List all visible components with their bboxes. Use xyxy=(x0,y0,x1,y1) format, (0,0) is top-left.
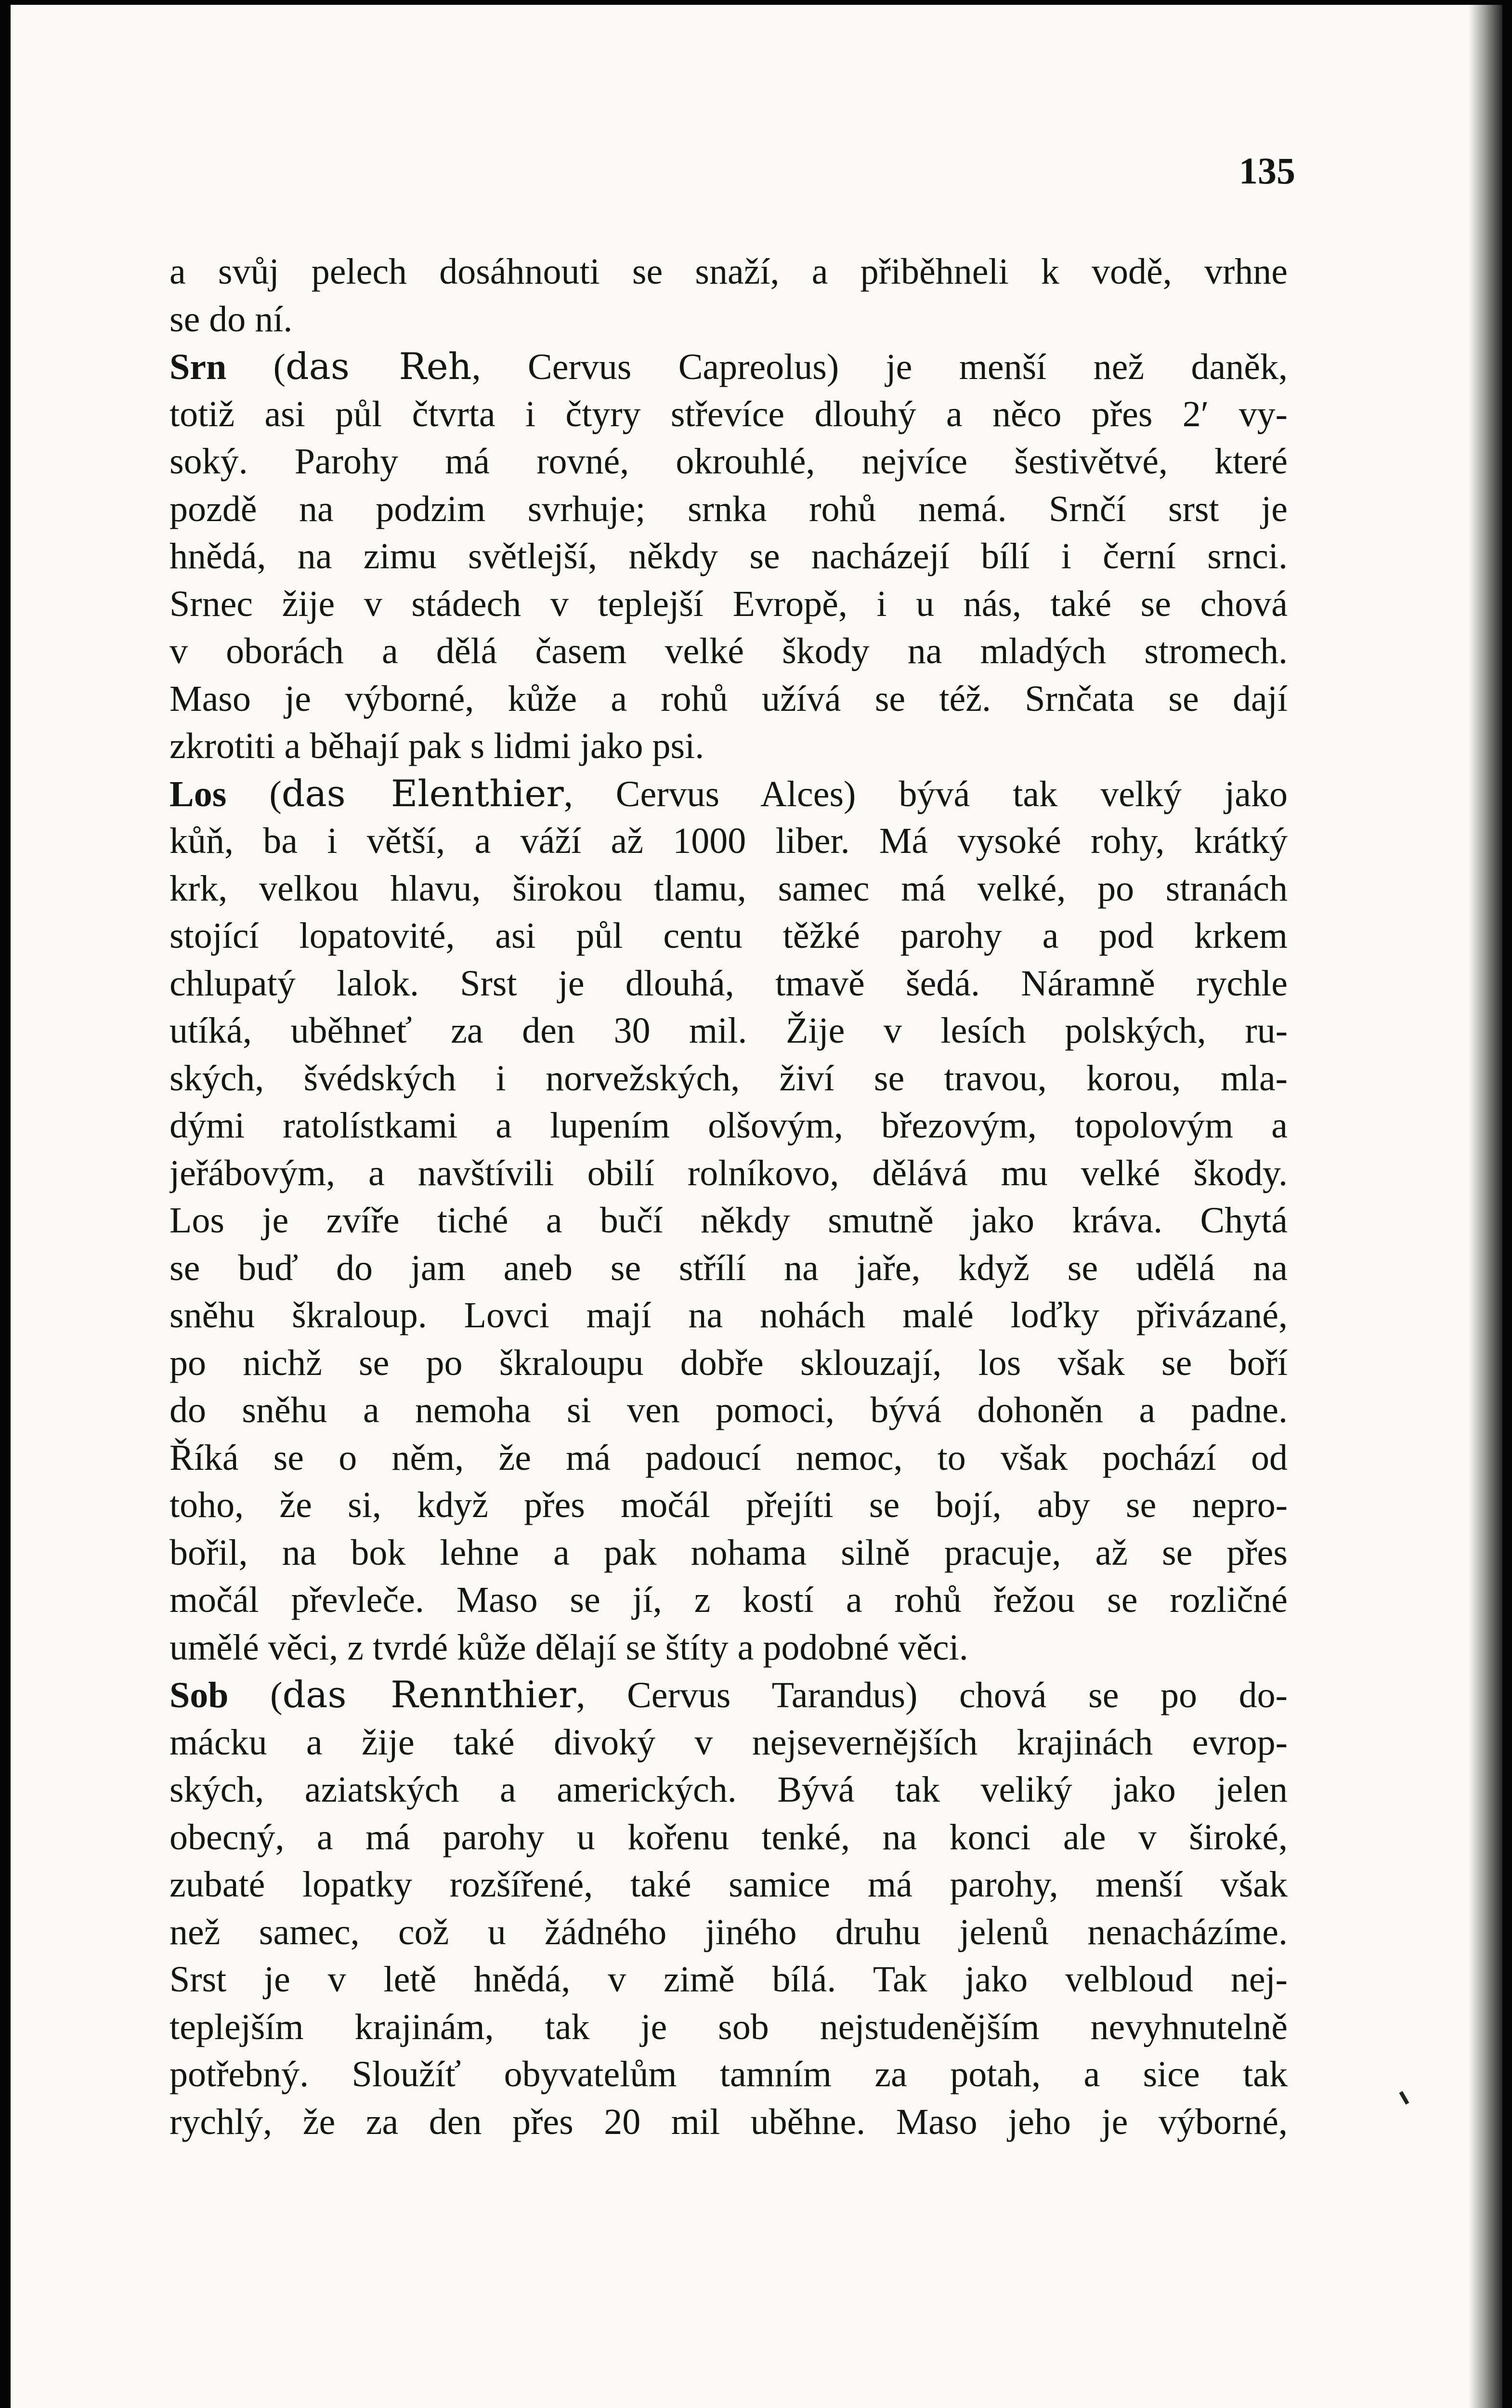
text-line: se do ní. xyxy=(169,299,293,340)
text-line: toho, že si, když přes močál přejíti se bojí, aby se nepro- xyxy=(169,1485,1288,1525)
text-line: mácku a žije také divoký v nejsevernějších krajinách evrop- xyxy=(169,1722,1288,1763)
text-segment: , Cervus Capreolus) je menší než daněk, xyxy=(471,347,1288,387)
entry-term: Los xyxy=(169,773,227,814)
text-line: se buď do jam aneb se střílí na jaře, když se udělá na xyxy=(169,1247,1288,1288)
book-page xyxy=(11,5,1502,2408)
german-name: das Elenthier xyxy=(281,772,564,815)
text-segment: , Cervus Alces) bývá tak velký jako xyxy=(563,773,1288,814)
text-segment: ( xyxy=(226,773,282,814)
text-line: Říká se o něm, že má padoucí nemoc, to však pochází od xyxy=(169,1437,1288,1478)
text-line: obecný, a má parohy u kořenu tenké, na konci ale v široké, xyxy=(169,1817,1288,1858)
text-line: kůň, ba i větší, a váží až 1000 liber. Má vysoké rohy, krátký xyxy=(169,821,1288,861)
text-segment: ( xyxy=(226,347,286,387)
text-segment: , Cervus Tarandus) chová se po do- xyxy=(576,1675,1288,1715)
text-line: utíká, uběhneť za den 30 mil. Žije v lesích polských, ru- xyxy=(169,1010,1288,1051)
text-line: chlupatý lalok. Srst je dlouhá, tmavě šedá. Náramně rychle xyxy=(169,963,1288,1004)
german-name: das Reh xyxy=(285,345,472,388)
text-line: potřebný. Sloužíť obyvatelům tamním za potah, a sice tak xyxy=(169,2054,1288,2094)
text-line: rychlý, že za den přes 20 mil uběhne. Maso jeho je výborné, xyxy=(169,2101,1288,2142)
text-line xyxy=(169,1671,1288,1719)
text-line: zkrotiti a běhají pak s lidmi jako psi. xyxy=(169,726,704,766)
text-line: stojící lopatovité, asi půl centu těžké parohy a pod krkem xyxy=(169,916,1288,956)
text-segment: ( xyxy=(228,1675,283,1715)
text-line: než samec, což u žádného jiného druhu jelenů nenacházíme. xyxy=(169,1911,1288,1952)
text-line: Maso je výborné, kůže a rohů užívá se též. Srnčata se dají xyxy=(169,678,1288,719)
text-line: do sněhu a nemoha si ven pomoci, bývá dohoněn a padne. xyxy=(169,1390,1288,1430)
text-line: krk, velkou hlavu, širokou tlamu, samec má velké, po stranách xyxy=(169,868,1288,909)
text-line: v oborách a dělá časem velké škody na mladých stromech. xyxy=(169,631,1288,671)
body-text xyxy=(169,248,1288,2146)
text-line: Srnec žije v stádech v teplejší Evropě, i u nás, také se chová xyxy=(169,583,1288,624)
text-line: Los je zvíře tiché a bučí někdy smutně jako kráva. Chytá xyxy=(169,1200,1288,1241)
text-line xyxy=(169,770,1288,818)
page-number: 135 xyxy=(1239,150,1295,192)
text-line: Srst je v letě hnědá, v zimě bílá. Tak jako velbloud nej- xyxy=(169,1959,1288,2000)
text-line: po nichž se po škraloupu dobře sklouzají, los však se boří xyxy=(169,1342,1288,1383)
text-line: umělé věci, z tvrdé kůže dělají se štíty a podobné věci. xyxy=(169,1627,968,1668)
text-line xyxy=(169,343,1288,391)
text-line: ských, aziatských a amerických. Bývá tak veliký jako jelen xyxy=(169,1769,1288,1810)
text-line: a svůj pelech dosáhnouti se snaží, a přiběhneli k vodě, vrhne xyxy=(169,251,1288,292)
entry-term: Sob xyxy=(169,1675,229,1715)
text-line: jeřábovým, a navštívili obilí rolníkovo, dělává mu velké škody. xyxy=(169,1152,1288,1193)
entry-term: Srn xyxy=(169,347,227,387)
text-line: bořil, na bok lehne a pak nohama silně pracuje, až se přes xyxy=(169,1532,1288,1573)
text-line: soký. Parohy má rovné, okrouhlé, nejvíce šestivětvé, které xyxy=(169,441,1288,482)
german-name: das Rennthier xyxy=(282,1673,576,1716)
text-line: totiž asi půl čtvrta i čtyry střevíce dlouhý a něco přes 2′ vy- xyxy=(169,393,1288,434)
text-line: pozdě na podzim svrhuje; srnka rohů nemá. Srnčí srst je xyxy=(169,488,1288,529)
ink-speck xyxy=(1399,2091,1409,2105)
text-line: zubaté lopatky rozšířené, také samice má parohy, menší však xyxy=(169,1864,1288,1905)
text-line: hnědá, na zimu světlejší, někdy se nacházejí bílí i černí srnci. xyxy=(169,536,1288,576)
text-line: dými ratolístkami a lupením olšovým, březovým, topolovým a xyxy=(169,1105,1288,1146)
text-line: sněhu škraloup. Lovci mají na nohách malé loďky přivázané, xyxy=(169,1295,1288,1335)
text-line: ských, švédských i norvežských, živí se travou, korou, mla- xyxy=(169,1058,1288,1099)
text-line: močál převleče. Maso se jí, z kostí a rohů řežou se rozličné xyxy=(169,1580,1288,1620)
page-edge-shadow xyxy=(1469,5,1502,2408)
text-line: teplejším krajinám, tak je sob nejstudenějším nevyhnutelně xyxy=(169,2006,1288,2047)
